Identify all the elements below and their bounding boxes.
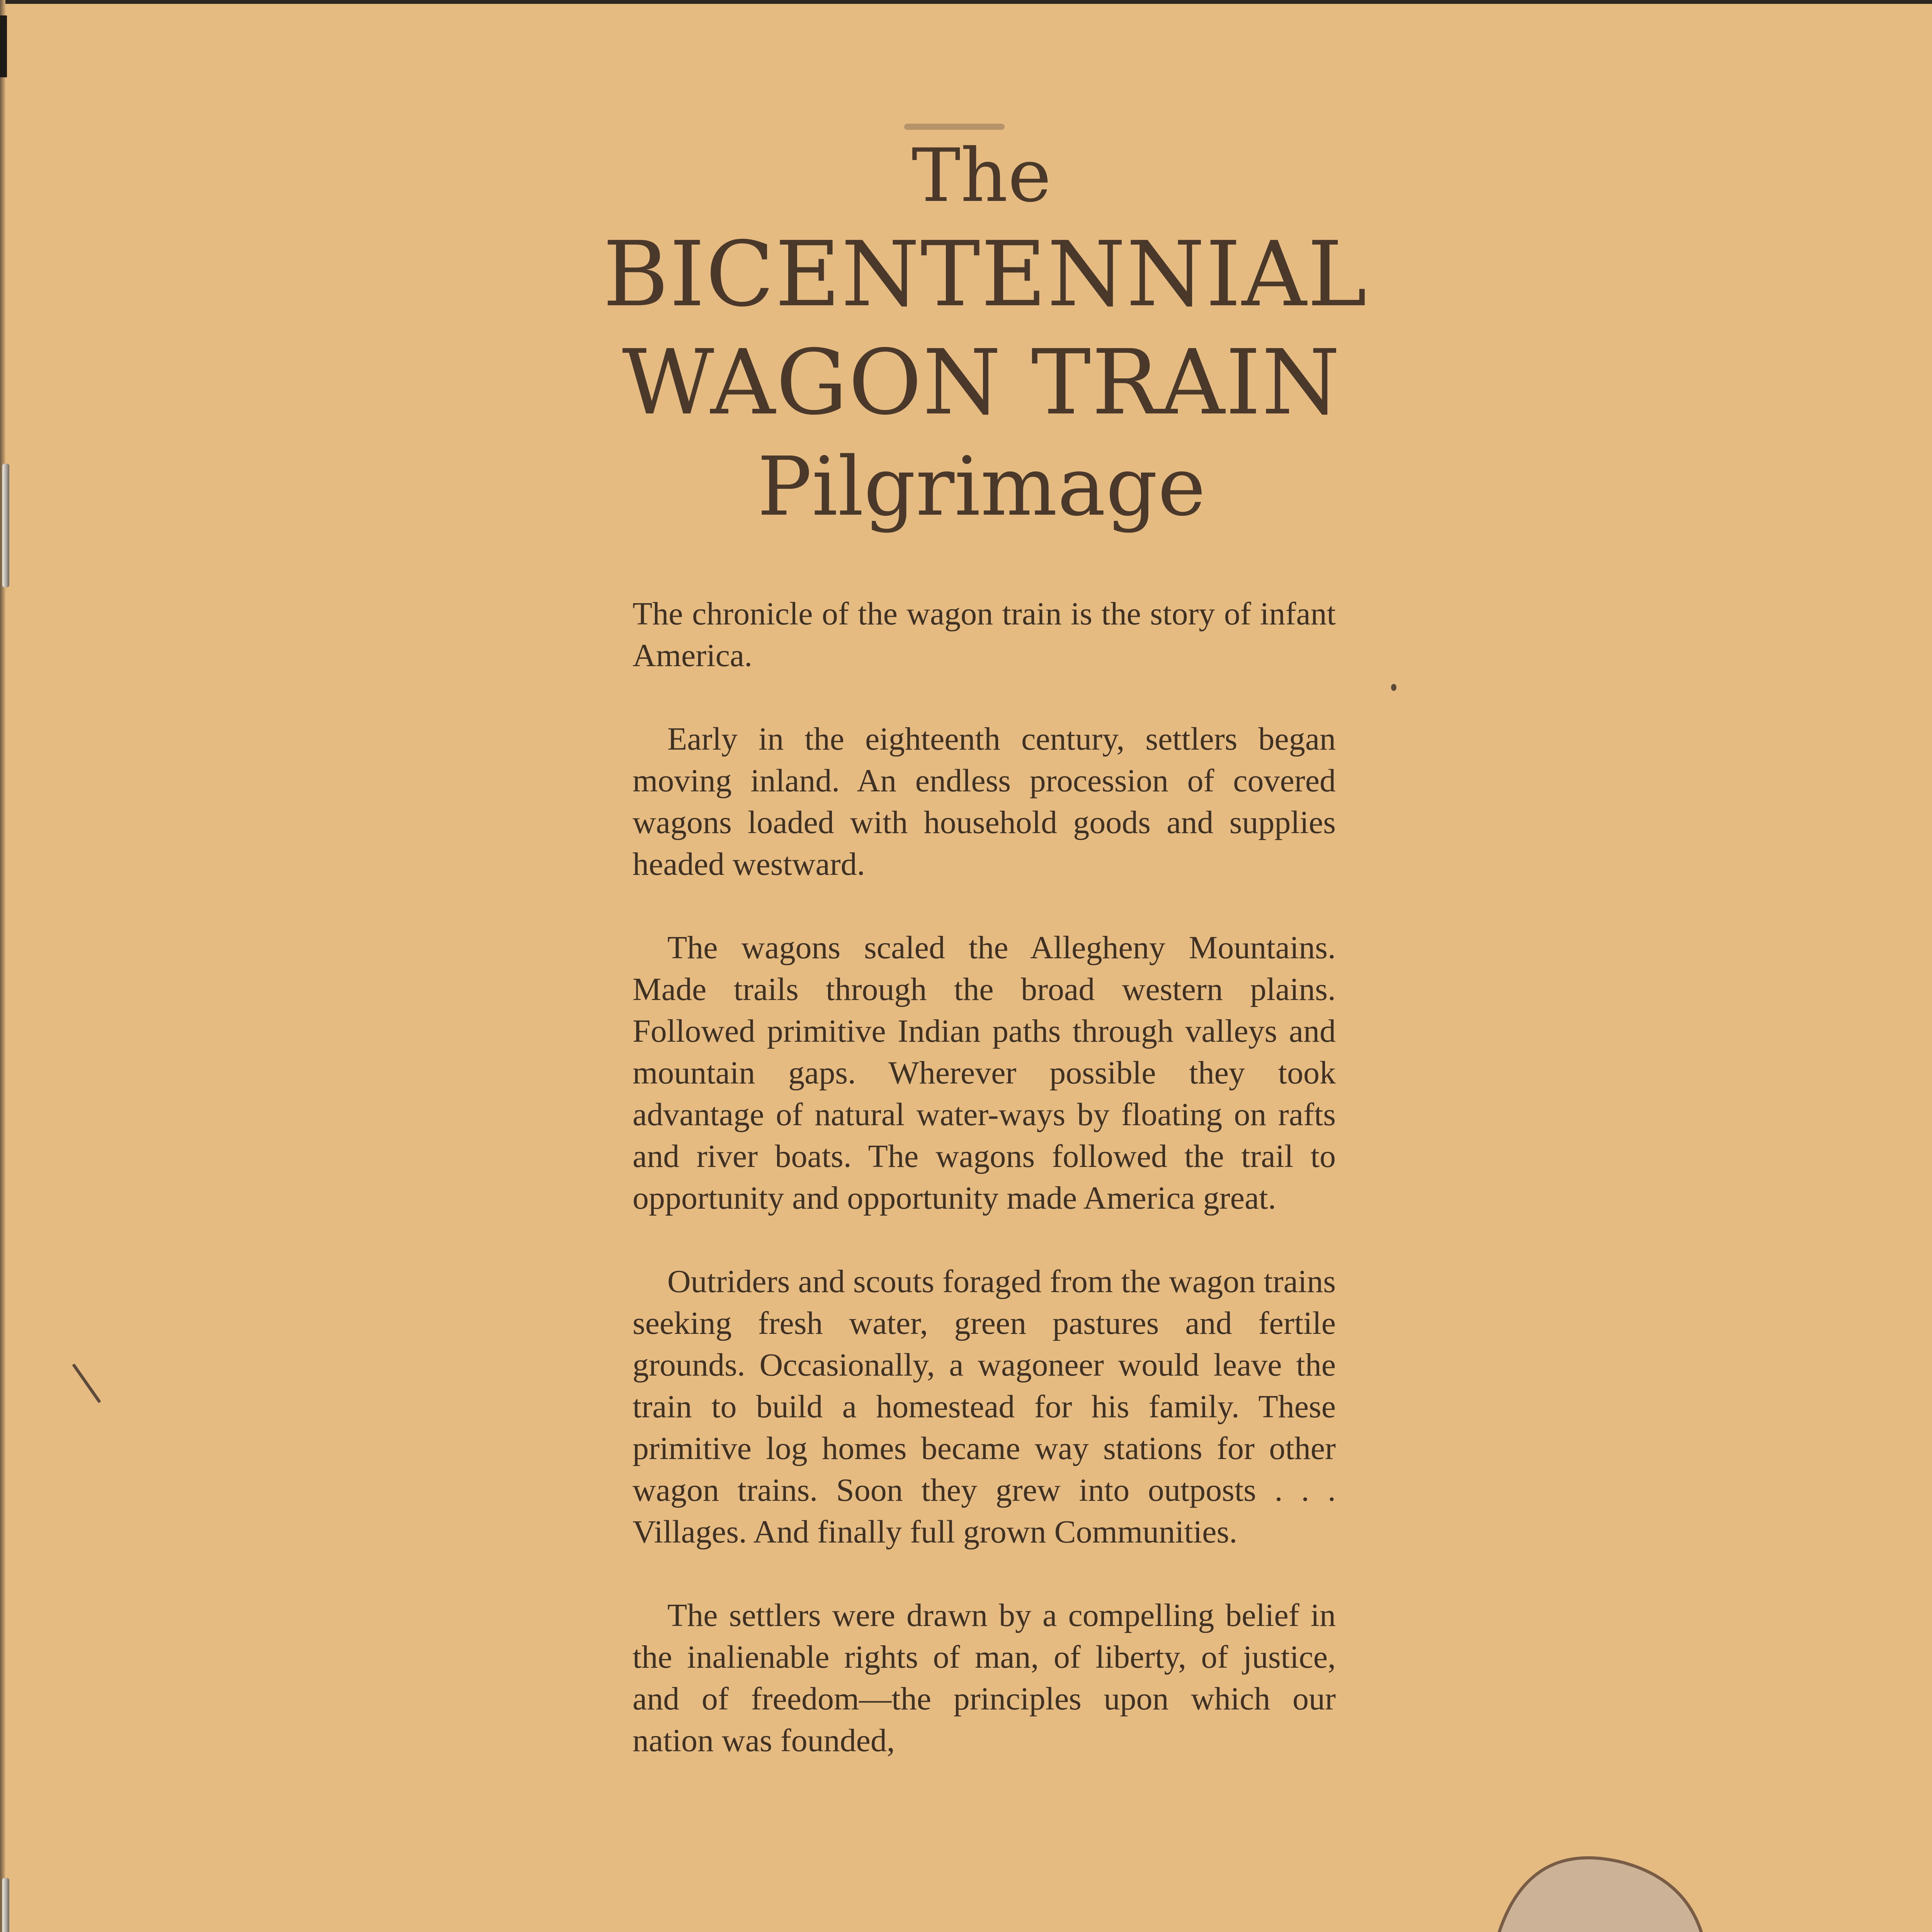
paragraph-wagons: The wagons scaled the Allegheny Mountains. Made trails through the broad western plains. Followed primitive Indian paths through valleys and mountain gaps. Wherever possible they took advantage of natural water-ways by floating on rafts and river boats. The wagons followed the trail to opportunity and opportunity made America great. [633,930,1336,1216]
paragraph-intro: The chronicle of the wagon train is the story of infant America. [633,596,1336,673]
staple-top [2,464,9,587]
wagon-train-illustration [0,1816,1932,1932]
body-text [633,593,1336,1762]
binding-mark [0,15,7,77]
paragraph-beliefs: The settlers were drawn by a compelling belief in the inalienable rights of man, of liberty, of justice, and of freedom—the principles upon which our nation was founded, [633,1597,1336,1759]
page-top-edge [0,0,1932,4]
paper-stain [904,124,1005,130]
title-line-the: The [912,133,1051,218]
title-line-pilgrimage: Pilgrimage [757,439,1206,534]
paper-mark [72,1364,101,1403]
paper-speck [1391,684,1396,691]
paragraph-settlers: Early in the eighteenth century, settlers began moving inland. An endless procession of covered wagons loaded with household goods and supplies headed westward. [633,721,1336,882]
title-line-wagon-train: WAGON TRAIN [622,330,1341,435]
wagon-cover [1499,1858,1708,1932]
title-block [603,131,1368,537]
paragraph-outriders: Outriders and scouts foraged from the wagon trains seeking fresh water, green pastures and fertile grounds. Occasionally, a wagoneer would leave the train to build a homestead for his family. These primitive log homes became way stations for other wagon trains. Soon they grew into outposts . . . Villages. And finally full grown Communities. [633,1264,1336,1550]
title-line-bicentennial: BICENTENNIAL [603,222,1368,327]
page-binding-edge [0,0,5,1932]
